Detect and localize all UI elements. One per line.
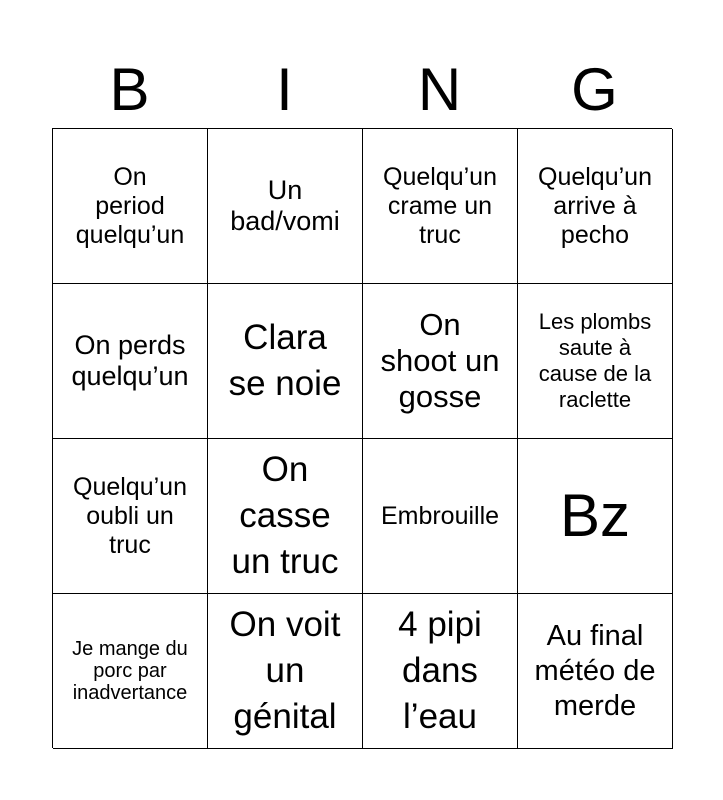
header-letter-i: I bbox=[276, 56, 293, 123]
cell-text: Quelqu’un arrive à pecho bbox=[538, 162, 652, 249]
bingo-cell-r4c4[interactable] bbox=[518, 594, 673, 749]
cell-text: 4 pipi dans l’eau bbox=[398, 605, 482, 736]
bingo-cell-r1c1[interactable] bbox=[53, 129, 208, 284]
cell-text: On period quelqu’un bbox=[75, 162, 185, 249]
cell-text: Embrouille bbox=[380, 501, 500, 530]
bingo-cell-r2c4[interactable] bbox=[518, 284, 673, 439]
bingo-cell-r2c1[interactable] bbox=[53, 284, 208, 439]
bingo-cell-r3c2[interactable] bbox=[208, 439, 363, 594]
cell-text: On shoot un gosse bbox=[380, 307, 500, 414]
cell-text: Les plombs saute à cause de la raclette bbox=[538, 309, 652, 412]
cell-text: On perds quelqu’un bbox=[71, 330, 189, 391]
bingo-cell-r1c2[interactable] bbox=[208, 129, 363, 284]
header-letter-g: G bbox=[571, 56, 618, 123]
cell-text: On voit un génital bbox=[229, 605, 341, 736]
cell-text: Quelqu’un oubli un truc bbox=[73, 472, 187, 559]
header-letter-b: B bbox=[109, 56, 150, 123]
header-letter-n: N bbox=[417, 56, 462, 123]
bingo-cell-r3c4[interactable] bbox=[518, 439, 673, 594]
bingo-header bbox=[52, 52, 672, 128]
cell-text: On casse un truc bbox=[231, 450, 339, 581]
bingo-cell-r3c3[interactable] bbox=[363, 439, 518, 594]
bingo-cell-r1c4[interactable] bbox=[518, 129, 673, 284]
bingo-cell-r2c2[interactable] bbox=[208, 284, 363, 439]
bingo-cell-r4c3[interactable] bbox=[363, 594, 518, 749]
bingo-cell-r2c3[interactable] bbox=[363, 284, 518, 439]
bingo-grid bbox=[52, 128, 672, 748]
bingo-cell-r4c2[interactable] bbox=[208, 594, 363, 749]
cell-text: Un bad/vomi bbox=[230, 175, 340, 236]
bingo-cell-r3c1[interactable] bbox=[53, 439, 208, 594]
cell-text: Je mange du porc par inadvertance bbox=[72, 638, 188, 704]
cell-text: Quelqu’un crame un truc bbox=[383, 162, 497, 249]
cell-text: Clara se noie bbox=[228, 318, 342, 403]
cell-text: Bz bbox=[559, 482, 631, 549]
bingo-cell-r4c1[interactable] bbox=[53, 594, 208, 749]
cell-text: Au final météo de merde bbox=[534, 619, 656, 722]
bingo-cell-r1c3[interactable] bbox=[363, 129, 518, 284]
